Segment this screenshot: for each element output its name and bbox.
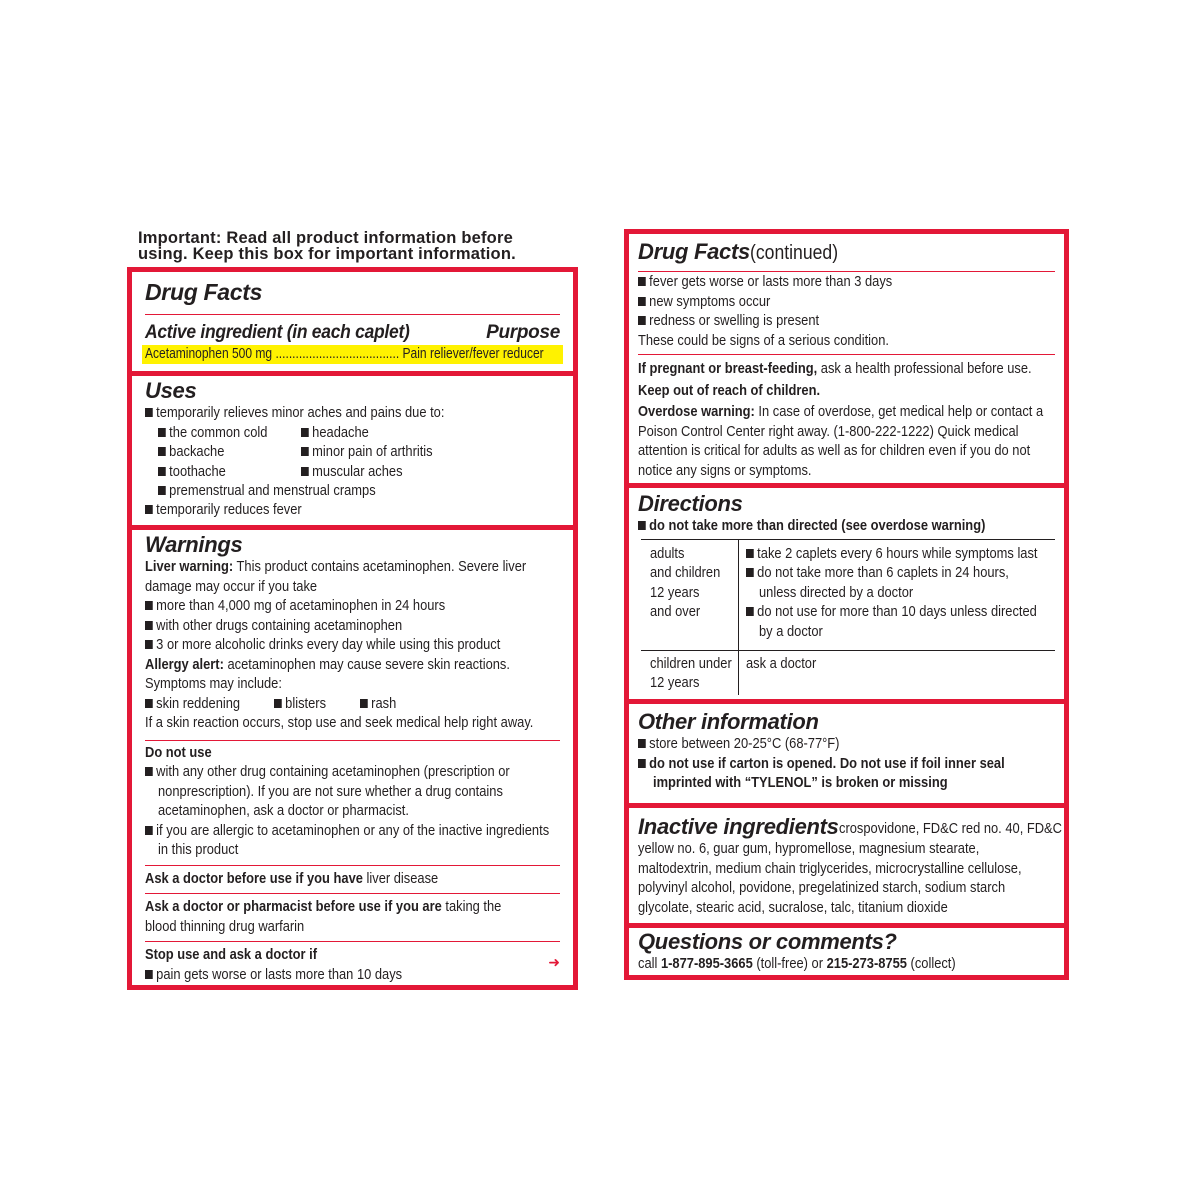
bullet-icon bbox=[158, 447, 166, 456]
rule bbox=[145, 893, 560, 894]
continued-section bbox=[629, 234, 1064, 488]
bullet-icon bbox=[746, 568, 754, 577]
dose-children: ask a doctor bbox=[746, 654, 817, 672]
bullet-icon bbox=[145, 699, 153, 708]
bullet-icon bbox=[158, 428, 166, 437]
overdose-cont: attention is critical for adults as well as for children even if you do not bbox=[638, 442, 1031, 459]
inactive-cont: maltodextrin, medium chain triglycerides, microcrystalline cellulose, bbox=[638, 859, 1022, 877]
do-not-use-cont: in this product bbox=[158, 841, 239, 858]
bullet-icon bbox=[746, 549, 754, 558]
do-not-use-item: if you are allergic to acetaminophen or any of the inactive ingredients bbox=[145, 821, 502, 841]
directions-section bbox=[629, 488, 1064, 704]
uses-item: the common cold bbox=[158, 423, 267, 443]
rule bbox=[638, 354, 1055, 355]
bullet-icon bbox=[360, 699, 368, 708]
inactive-cont: polyvinyl alcohol, povidone, pregelatinized starch, sodium starch bbox=[638, 879, 1006, 896]
directions-heading: Directions bbox=[638, 491, 743, 516]
table-divider bbox=[738, 540, 739, 650]
pregnant-warning: If pregnant or breast-feeding, ask a health professional before use. bbox=[638, 360, 1032, 377]
bullet-icon bbox=[301, 447, 309, 456]
stop-use-item: redness or swelling is present bbox=[638, 311, 997, 331]
bullet-icon bbox=[145, 970, 153, 979]
age-label-adults: adults and children 12 years and over bbox=[650, 544, 721, 620]
stop-use-item: new symptoms occur bbox=[638, 292, 997, 312]
drug-facts-panel-left bbox=[127, 267, 578, 990]
bullet-icon bbox=[274, 699, 282, 708]
active-ingredient-heading: Active ingredient (in each caplet) bbox=[145, 322, 410, 343]
important-line-2: using. Keep this box for important information. bbox=[138, 245, 516, 263]
ask-pharmacist: Ask a doctor or pharmacist before use if you are taking the bbox=[145, 898, 502, 915]
allergy-item: skin reddening bbox=[145, 694, 240, 714]
drug-facts-panel-right bbox=[624, 229, 1069, 980]
dose-adults: take 2 caplets every 6 hours while symptoms last do not take more than 6 caplets in 24 hours, unless directed by a doctor do not use for more than 10 days unless directed by a doctor bbox=[746, 544, 1085, 642]
age-label-children: children under 12 years bbox=[650, 654, 732, 691]
inactive-ingredients-line: Inactive ingredientscrospovidone, FD&C red no. 40, FD&C bbox=[638, 814, 1062, 839]
bullet-icon bbox=[638, 277, 646, 286]
bullet-icon bbox=[158, 467, 166, 476]
serious-condition: These could be signs of a serious condition. bbox=[638, 331, 889, 349]
directions-table-row-children bbox=[638, 651, 1055, 695]
bullet-icon bbox=[638, 316, 646, 325]
liver-item: 3 or more alcoholic drinks every day while using this product bbox=[145, 635, 502, 655]
questions-contact: call 1-877-895-3665 (toll-free) or 215-273-8755 (collect) bbox=[638, 955, 956, 972]
bullet-icon bbox=[145, 826, 153, 835]
bullet-icon bbox=[145, 408, 153, 417]
allergy-alert: Allergy alert: acetaminophen may cause severe skin reactions. bbox=[145, 655, 510, 673]
warnings-section bbox=[132, 530, 573, 986]
ask-pharmacist-cont: blood thinning drug warfarin bbox=[145, 917, 305, 935]
ask-doctor: Ask a doctor before use if you have liver disease bbox=[145, 869, 439, 887]
uses-heading: Uses bbox=[145, 378, 197, 403]
overdose-warning: Overdose warning: In case of overdose, get medical help or contact a bbox=[638, 403, 1044, 420]
bullet-icon bbox=[638, 297, 646, 306]
active-ingredient-line: Acetaminophen 500 mg ..................................... Pain reliever/fever reducer bbox=[145, 346, 544, 362]
uses-section bbox=[132, 376, 573, 530]
bullet-icon bbox=[145, 640, 153, 649]
drug-facts-continued-title: Drug Facts(continued) bbox=[638, 239, 838, 264]
purpose-heading: Purpose bbox=[486, 322, 560, 343]
bullet-icon bbox=[638, 521, 646, 530]
bullet-icon bbox=[638, 739, 646, 748]
stop-use-heading: Stop use and ask a doctor if bbox=[145, 946, 318, 963]
uses-item: headache bbox=[301, 423, 369, 443]
inactive-cont: yellow no. 6, guar gum, hypromellose, magnesium stearate, bbox=[638, 840, 980, 857]
overdose-cont: notice any signs or symptoms. bbox=[638, 461, 812, 479]
do-not-use-heading: Do not use bbox=[145, 743, 212, 761]
uses-item: backache bbox=[158, 442, 224, 462]
inactive-ingredients-section bbox=[629, 808, 1064, 928]
do-not-use-cont: acetaminophen, ask a doctor or pharmacist. bbox=[158, 802, 409, 819]
bullet-icon bbox=[145, 767, 153, 776]
allergy-item: blisters bbox=[274, 694, 326, 714]
questions-section bbox=[629, 928, 1064, 976]
allergy-item: rash bbox=[360, 694, 396, 714]
bullet-icon bbox=[145, 621, 153, 630]
bullet-icon bbox=[301, 467, 309, 476]
important-notice bbox=[138, 230, 568, 262]
inactive-cont: glycolate, stearic acid, sucralose, talc, titanium dioxide bbox=[638, 898, 948, 916]
allergy-alert-cont: Symptoms may include: bbox=[145, 675, 282, 692]
skin-reaction: If a skin reaction occurs, stop use and seek medical help right away. bbox=[145, 714, 534, 731]
other-item: do not use if carton is opened. Do not use if foil inner seal bbox=[638, 754, 997, 774]
bullet-icon bbox=[145, 505, 153, 514]
liver-item: more than 4,000 mg of acetaminophen in 24 hours bbox=[145, 596, 502, 616]
liver-item: with other drugs containing acetaminophen bbox=[145, 616, 502, 636]
bullet-icon bbox=[638, 759, 646, 768]
important-line-1: Important: Read all product information before bbox=[138, 229, 513, 247]
warnings-heading: Warnings bbox=[145, 532, 243, 557]
keep-out-of-reach: Keep out of reach of children. bbox=[638, 381, 821, 399]
uses-item: minor pain of arthritis bbox=[301, 442, 433, 462]
bullet-icon bbox=[301, 428, 309, 437]
overdose-cont: Poison Control Center right away. (1-800-222-1222) Quick medical bbox=[638, 422, 1019, 440]
bullet-icon bbox=[145, 601, 153, 610]
inactive-ingredients-heading: Inactive ingredients bbox=[638, 814, 839, 839]
uses-item: toothache bbox=[158, 462, 226, 482]
stop-use-item: fever gets worse or lasts more than 3 days bbox=[638, 272, 997, 292]
directions-bullet: do not take more than directed (see overdose warning) bbox=[638, 516, 997, 536]
uses-end: temporarily reduces fever bbox=[145, 500, 502, 520]
other-item-cont: imprinted with “TYLENOL” is broken or missing bbox=[653, 774, 948, 791]
other-information-heading: Other information bbox=[638, 709, 819, 734]
rule bbox=[145, 941, 560, 942]
bullet-icon bbox=[746, 607, 754, 616]
rule bbox=[145, 740, 560, 741]
rule bbox=[145, 865, 560, 866]
directions-table-row-adults bbox=[638, 540, 1055, 650]
uses-item: premenstrual and menstrual cramps bbox=[158, 481, 504, 501]
title-rule bbox=[145, 314, 560, 315]
uses-item: muscular aches bbox=[301, 462, 403, 482]
phone-toll-free[interactable]: 1-877-895-3665 bbox=[660, 955, 753, 972]
do-not-use-item: with any other drug containing acetaminophen (prescription or bbox=[145, 762, 502, 782]
other-item: store between 20-25°C (68-77°F) bbox=[638, 734, 997, 754]
liver-warning-cont: damage may occur if you take bbox=[145, 577, 318, 595]
phone-collect[interactable]: 215-273-8755 bbox=[826, 955, 907, 972]
stop-use-item: pain gets worse or lasts more than 10 days bbox=[145, 965, 502, 985]
uses-intro: temporarily relieves minor aches and pains due to: bbox=[145, 403, 502, 423]
active-ingredient-row bbox=[142, 345, 563, 364]
active-ingredient-section bbox=[132, 272, 573, 376]
other-information-section bbox=[629, 704, 1064, 808]
questions-heading: Questions or comments? bbox=[638, 929, 897, 954]
bullet-icon bbox=[158, 486, 166, 495]
liver-warning: Liver warning: This product contains acetaminophen. Severe liver bbox=[145, 558, 527, 575]
drug-facts-title: Drug Facts bbox=[145, 279, 263, 305]
continue-arrow-icon: ➜ bbox=[548, 954, 560, 970]
do-not-use-cont: nonprescription). If you are not sure whether a drug contains bbox=[158, 782, 503, 800]
